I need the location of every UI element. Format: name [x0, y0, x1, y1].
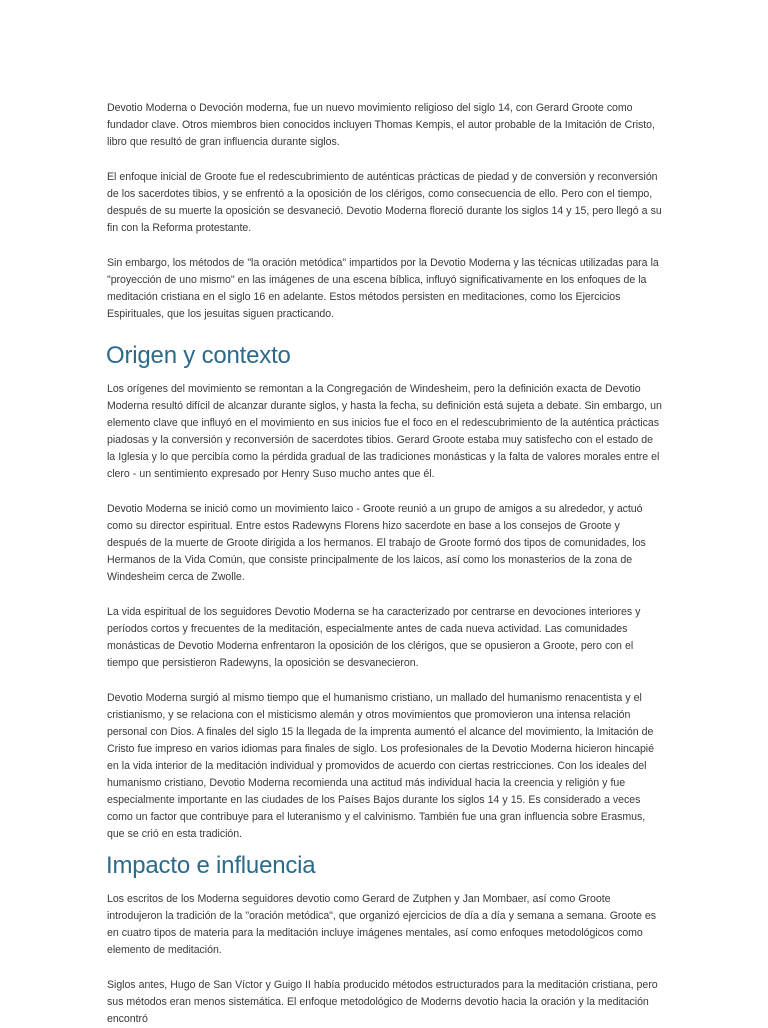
section-paragraph: La vida espiritual de los seguidores Devotio Moderna se ha caracterizado por centrarse en devociones interiores y períodos cortos y frecuentes de la meditación, especialmente antes de cada nueva actividad. Las comunidades monásticas de Devotio Moderna enfrentaron la oposición de los clérigos, que se opusieron a Groote, pero con el tiempo que persistieron Radewyns, la oposición se desvanecieron.	[107, 606, 641, 669]
section-paragraph: Los orígenes del movimiento se remontan a la Congregación de Windesheim, pero la definición exacta de Devotio Moderna resultó difícil de alcanzar durante siglos, y hasta la fecha, su definición está sujeta a debate. Sin embargo, un elemento clave que influyó en el movimiento en sus inicios fue el foco en el redescubrimiento de la auténtica prácticas piadosas y la conversión y reconversión de sacerdotes tibios. Gerard Groote estaba muy satisfecho con el estado de la Iglesia y lo que percibía como la pérdida gradual de las tradiciones monásticas y la falta de valores morales entre el clero - un sentimiento expresado por Henry Suso mucho antes que él.	[107, 383, 662, 480]
section-paragraph: Devotio Moderna se inició como un movimiento laico - Groote reunió a un grupo de amigos a su alrededor, y actuó como su director espiritual. Entre estos Radewyns Florens hizo sacerdote en base a los consejos de Groote y después de la muerte de Groote dirigida a los hermanos. El trabajo de Groote formó dos tipos de comunidades, los Hermanos de la Vida Común, que consiste principalmente de los laicos, así como los monasterios de la zona de Windesheim cerca de Zwolle.	[107, 503, 646, 583]
intro-paragraph-1: Devotio Moderna o Devoción moderna, fue un nuevo movimiento religioso del siglo 14, con Gerard Groote como fundador clave. Otros miembros bien conocidos incluyen Thomas Kempis, el autor probable de la Imitación de Cristo, libro que resultó de gran influencia durante siglos.	[107, 102, 655, 148]
section-paragraph: Devotio Moderna surgió al mismo tiempo que el humanismo cristiano, un mallado del humanismo renacentista y el cristianismo, y se relaciona con el misticismo alemán y otros movimientos que promovieron una intensa relación personal con Dios. A finales del siglo 15 la llegada de la imprenta aumentó el alcance del movimiento, la Imitación de Cristo fue impreso en varios idiomas para finales de siglo. Los profesionales de la Devotio Moderna hicieron hincapié en la vida interior de la meditación individual y promovidos de acuerdo con ciertas restricciones. Con los ideales del humanismo cristiano, Devotio Moderna recomienda una actitud más individual hacia la creencia y religión y fue especialmente importante en las ciudades de los Países Bajos durante los siglos 14 y 15. Es considerado a veces como un factor que contribuye para el luteranismo y el calvinismo. También fue una gran influencia sobre Erasmus, que se crió en esta tradición.	[107, 692, 654, 840]
intro-paragraph-3: Sin embargo, los métodos de "la oración metódica" impartidos por la Devotio Moderna y las técnicas utilizadas para la "proyección de uno mismo" en las imágenes de una escena bíblica, influyó significativamente en los enfoques de la meditación cristiana en el siglo 16 en adelante. Estos métodos persisten en meditaciones, como los Ejercicios Espirituales, que los jesuitas siguen practicando.	[107, 257, 659, 320]
section-impacto-e-influencia	[107, 851, 662, 1028]
section-origen-y-contexto	[107, 341, 662, 843]
section-paragraph: Siglos antes, Hugo de San Víctor y Guigo II había producido métodos estructurados para la meditación cristiana, pero sus métodos eran menos sistemática. El enfoque metodológico de Moderns devotio hacia la oración y la meditación encontró	[107, 979, 658, 1025]
intro-section	[107, 100, 662, 323]
section-heading: Origen y contexto	[106, 342, 291, 369]
intro-paragraph-2: El enfoque inicial de Groote fue el redescubrimiento de auténticas prácticas de piedad y de conversión y reconversión de los sacerdotes tibios, y se enfrentó a la oposición de los clérigos, como consecuencia de ello. Pero con el tiempo, después de su muerte la oposición se desvaneció. Devotio Moderna floreció durante los siglos 14 y 15, pero llegó a su fin con la Reforma protestante.	[107, 171, 662, 234]
section-paragraph: Los escritos de los Moderna seguidores devotio como Gerard de Zutphen y Jan Mombaer, así como Groote introdujeron la tradición de la "oración metódica", que organizó ejercicios de día a día y semana a semana. Groote es en cuatro tipos de materia para la meditación incluye imágenes mentales, así como enfoques metodológicos como elemento de meditación.	[107, 893, 657, 956]
section-heading: Impacto e influencia	[106, 852, 316, 879]
